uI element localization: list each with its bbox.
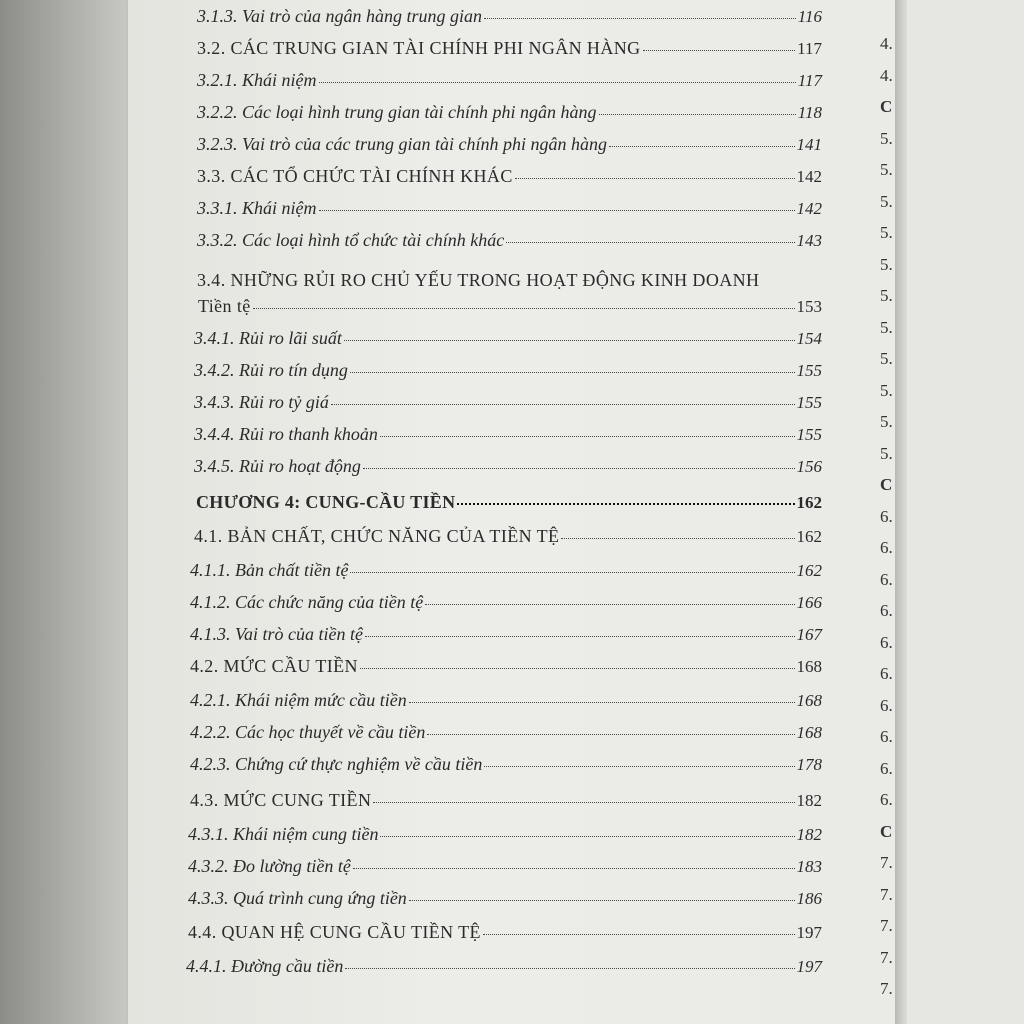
next-page-margin-label: 5.: [880, 443, 893, 463]
next-page-margin-label: C: [880, 821, 893, 841]
toc-page-number: 162: [796, 561, 822, 580]
next-page-margin-label: 6.: [880, 790, 893, 809]
toc-page-number: 162: [796, 527, 822, 546]
toc-page-number: 142: [796, 167, 822, 186]
toc-page-number: 178: [796, 755, 822, 774]
toc-entry-title: 4.1.3. Vai trò của tiền tệ: [190, 624, 363, 644]
next-page-margin-label: 6.: [880, 695, 893, 715]
toc-page-number: 166: [796, 593, 822, 612]
toc-entry-title: 3.2. CÁC TRUNG GIAN TÀI CHÍNH PHI NGÂN HÀNG: [197, 38, 641, 58]
toc-page-number: 183: [796, 857, 822, 876]
toc-page-number: 142: [796, 199, 822, 218]
toc-page-number: 168: [796, 657, 822, 676]
next-page-margin-label: 6.: [880, 758, 893, 778]
toc-entry-title: 4.4.1. Đường cầu tiền: [186, 956, 344, 976]
next-page-margin-label: 6.: [880, 664, 893, 683]
toc-entry-title: 4.1.2. Các chức năng của tiền tệ: [190, 592, 424, 612]
toc-page-number: 162: [796, 493, 822, 512]
toc-entry-title: 3.4.5. Rủi ro hoạt động: [194, 456, 361, 476]
toc-page-number: 197: [796, 923, 822, 942]
toc-page-number: 143: [796, 231, 822, 250]
next-page-margin-label: 6.: [880, 601, 893, 620]
toc-entry-title: CHƯƠNG 4: CUNG-CẦU TIỀN: [196, 492, 456, 512]
toc-entry-title: 3.4.3. Rủi ro tỷ giá: [194, 392, 329, 412]
toc-entry-title: 3.3.1. Khái niệm: [197, 198, 317, 218]
toc-entry-title: 4.1. BẢN CHẤT, CHỨC NĂNG CỦA TIỀN TỆ: [194, 526, 560, 546]
toc-entry-title: 4.2.2. Các học thuyết về cầu tiền: [190, 722, 426, 742]
next-page-margin-label: 7.: [880, 884, 893, 904]
toc-entry-title: 4.3. MỨC CUNG TIỀN: [190, 790, 372, 810]
toc-page-number: 182: [796, 825, 822, 844]
toc-page-number: 168: [796, 723, 822, 742]
next-page-margin-label: 7.: [880, 916, 893, 935]
next-page-margin-label: 5.: [880, 128, 893, 148]
toc-page-number: 182: [796, 791, 822, 810]
section-heading-3-4: 3.4. NHỮNG RỦI RO CHỦ YẾU TRONG HOẠT ĐỘNG KINH DOANH: [197, 270, 760, 290]
toc-entry-title: 3.2.3. Vai trò của các trung gian tài chính phi ngân hàng: [197, 134, 607, 154]
toc-page-number: 155: [796, 425, 822, 444]
toc-entry-title: 4.3.1. Khái niệm cung tiền: [188, 824, 379, 844]
next-page-margin-label: 6.: [880, 632, 893, 652]
toc-page-number: 155: [796, 393, 822, 412]
toc-page-number: 167: [796, 625, 822, 644]
toc-page-number: 141: [796, 135, 822, 154]
toc-entry-title: 3.4.2. Rủi ro tín dụng: [194, 360, 348, 380]
toc-entry-title: 3.4.1. Rủi ro lãi suất: [194, 328, 342, 348]
next-page-margin-label: 6.: [880, 727, 893, 746]
toc-entry-title: 4.2.3. Chứng cứ thực nghiệm về cầu tiền: [190, 754, 483, 774]
next-page-margin-label: 5.: [880, 380, 893, 400]
toc-page-number: 117: [797, 71, 822, 90]
toc-page-number: 118: [797, 103, 822, 122]
next-page-margin-label: 5.: [880, 286, 893, 305]
toc-page-number: 117: [797, 39, 822, 58]
toc-entry-title: 3.3. CÁC TỔ CHỨC TÀI CHÍNH KHÁC: [197, 166, 513, 186]
toc-entry-title: 4.2.1. Khái niệm mức cầu tiền: [190, 690, 407, 710]
toc-page-number: 153: [796, 297, 822, 316]
next-page-margin-label: C: [880, 97, 893, 116]
toc-entry-title: 4.3.2. Đo lường tiền tệ: [188, 856, 351, 876]
toc-page-number: 116: [797, 7, 822, 26]
toc-page-number: 197: [796, 957, 822, 976]
next-page-margin-label: 4.: [880, 34, 893, 53]
toc-entry-title: 4.1.1. Bản chất tiền tệ: [190, 560, 349, 580]
next-page-margin-label: 5.: [880, 160, 893, 179]
toc-entry-title: 3.2.1. Khái niệm: [197, 70, 317, 90]
toc-entry-title: 3.4.4. Rủi ro thanh khoản: [194, 424, 378, 444]
toc-entry-title: 4.2. MỨC CẦU TIỀN: [190, 656, 358, 676]
toc-entry-title: Tiền tệ: [198, 296, 251, 316]
next-page-margin-label: 4.: [880, 65, 893, 85]
next-page-margin-label: 5.: [880, 412, 893, 431]
next-page-margin-label: 6.: [880, 506, 893, 526]
next-page-margin-label: 5.: [880, 317, 893, 337]
next-page-margin-label: 5.: [880, 223, 893, 242]
toc-page-number: 168: [796, 691, 822, 710]
next-page-margin-label: 7.: [880, 947, 893, 967]
toc-entry-title: 3.2.2. Các loại hình trung gian tài chính phi ngân hàng: [197, 102, 597, 122]
next-page-margin-label: 6.: [880, 569, 893, 589]
next-page-margin-label: 5.: [880, 349, 893, 368]
next-page-margin-label: 5.: [880, 191, 893, 211]
next-page-margin-label: 7.: [880, 853, 893, 872]
toc-entry-title: 3.3.2. Các loại hình tổ chức tài chính khác: [197, 230, 505, 250]
toc-page-number: 156: [796, 457, 822, 476]
next-page-margin-label: 6.: [880, 538, 893, 557]
toc-entry-title: 3.1.3. Vai trò của ngân hàng trung gian: [197, 6, 483, 26]
toc-entry-title: 4.3.3. Quá trình cung ứng tiền: [188, 888, 407, 908]
toc-page-number: 154: [796, 329, 822, 348]
toc-page-number: 155: [796, 361, 822, 380]
next-page-margin-label: C: [880, 475, 893, 494]
next-page-margin-label: 7.: [880, 979, 893, 998]
toc-entry-title: 4.4. QUAN HỆ CUNG CẦU TIỀN TỆ: [188, 922, 481, 942]
toc-page-number: 186: [796, 889, 822, 908]
next-page-margin-label: 5.: [880, 254, 893, 274]
